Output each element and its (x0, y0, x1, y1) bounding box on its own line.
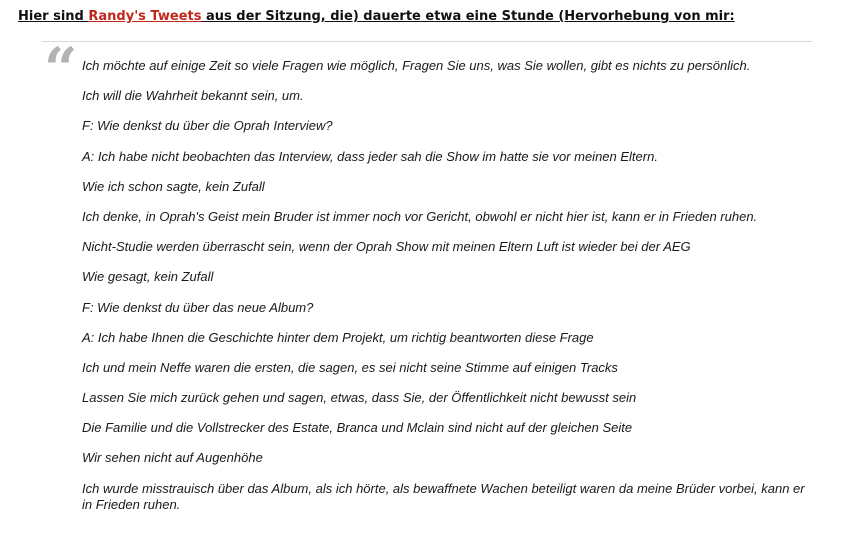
randys-tweets-link[interactable]: Randy's Tweets (88, 9, 202, 24)
intro-text-before: Hier sind (18, 9, 89, 24)
tweet-paragraph: Lassen Sie mich zurück gehen und sagen, etwas, dass Sie, der Öffentlichkeit nicht bewusst sein (82, 390, 637, 406)
tweet-paragraph: F: Wie denkst du über das neue Album? (82, 299, 314, 315)
tweet-paragraph: Ich und mein Neffe waren die ersten, die sagen, es sei nicht seine Stimme auf einigen Tracks (82, 359, 618, 375)
tweet-paragraph: Die Familie und die Vollstrecker des Estate, Branca und Mclain sind nicht auf der gleichen Seite (82, 420, 633, 436)
intro-heading (18, 8, 735, 26)
tweet-paragraph: A: Ich habe Ihnen die Geschichte hinter dem Projekt, um richtig beantworten diese Frage (82, 329, 594, 345)
blockquote-divider (42, 41, 812, 42)
tweet-paragraph: A: Ich habe nicht beobachten das Interview, dass jeder sah die Show im hatte sie vor meinen Eltern. (82, 148, 658, 164)
tweet-paragraph: Ich wurde misstrauisch über das Album, als ich hörte, als bewaffnete Wachen beteiligt waren da meine Brüder vorbei, kann er in Frieden ruhen. (82, 480, 805, 512)
tweet-paragraph: Ich denke, in Oprah's Geist mein Bruder ist immer noch vor Gericht, obwohl er nicht hier ist, kann er in Frieden ruhen. (82, 208, 758, 224)
tweet-blockquote (82, 58, 814, 527)
tweet-paragraph: Wie ich schon sagte, kein Zufall (82, 178, 265, 194)
tweet-paragraph: F: Wie denkst du über die Oprah Interview? (82, 118, 333, 134)
tweet-paragraph: Ich möchte auf einige Zeit so viele Fragen wie möglich, Fragen Sie uns, was Sie wollen, gibt es nichts zu persönlich. (82, 58, 751, 73)
tweet-paragraph: Wir sehen nicht auf Augenhöhe (82, 450, 263, 466)
tweet-paragraph: Nicht-Studie werden überrascht sein, wenn der Oprah Show mit meinen Eltern Luft ist wieder bei der AEG (82, 239, 691, 255)
tweet-paragraph: Wie gesagt, kein Zufall (82, 269, 214, 285)
quote-mark-icon: “ (44, 35, 78, 103)
intro-text-after: aus der Sitzung, die) dauerte etwa eine Stunde (Hervorhebung von mir: (201, 9, 735, 24)
tweet-paragraph: Ich will die Wahrheit bekannt sein, um. (82, 88, 304, 104)
